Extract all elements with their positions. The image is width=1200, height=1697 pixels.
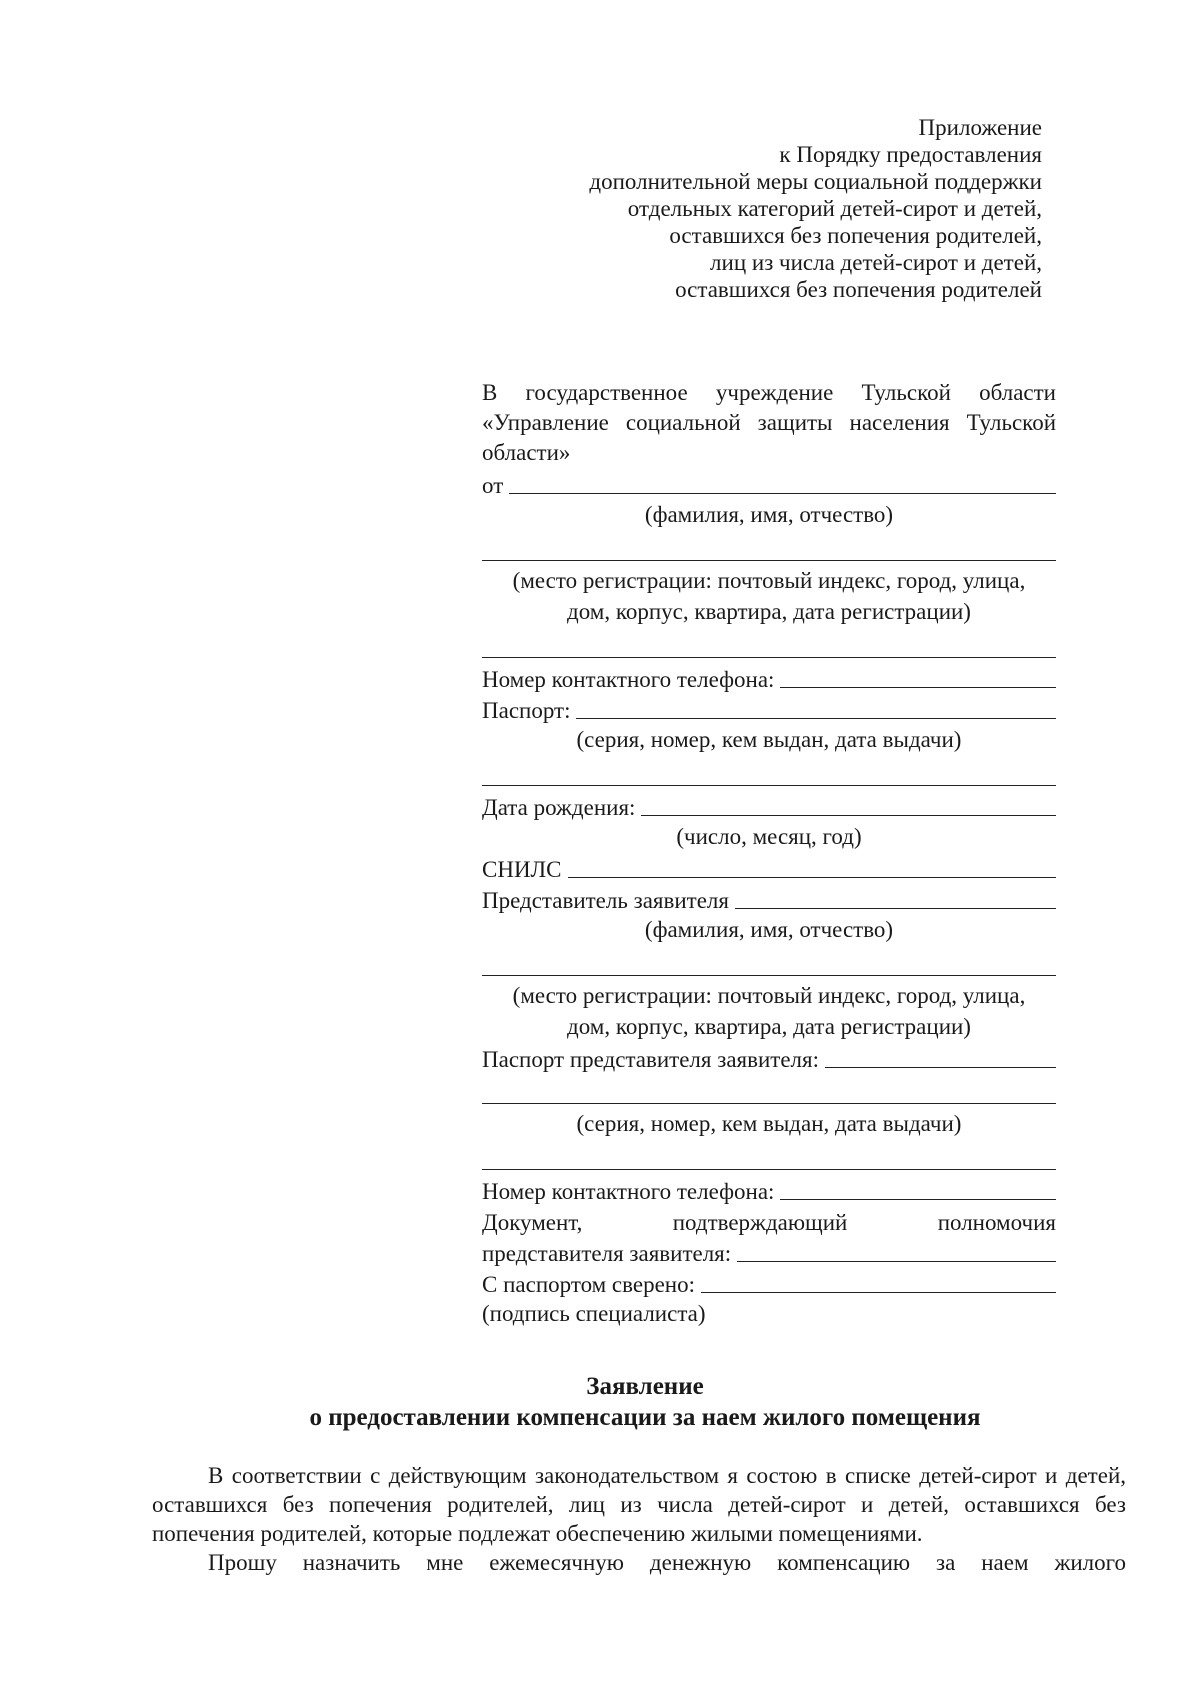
addressee-line: области» [482, 440, 571, 465]
body-paragraph-1: В соответствии с действующим законодательством я состою в списке детей-сирот и детей, оставшихся без попечения родителей, лиц из числа детей-сирот и детей, оставшихся без попечения родителей, которые подлежат обеспечению жилыми помещениями. [152, 1463, 1126, 1546]
representative-passport-row [482, 1042, 1056, 1073]
representative-row [482, 883, 1056, 914]
fio-hint: (фамилия, имя, отчество) [644, 502, 894, 527]
title-line-1: Заявление [586, 1373, 704, 1400]
title-line-2: о предоставлении компенсации за наем жилого помещения [309, 1404, 981, 1431]
authority-document-label: представителя заявителя: [482, 1241, 732, 1266]
representative-label: Представитель заявителя [482, 888, 729, 913]
verified-signature-field[interactable] [701, 1292, 1056, 1293]
passport-hint: (серия, номер, кем выдан, дата выдачи) [576, 727, 962, 752]
annex-line: оставшихся без попечения родителей [675, 277, 1042, 302]
snils-label: СНИЛС [482, 857, 562, 882]
body-paragraph-2: Прошу назначить мне ежемесячную денежную компенсацию за наем жилого [208, 1550, 1126, 1575]
birth-hint: (число, месяц, год) [676, 824, 862, 849]
application-body [152, 1461, 1126, 1577]
phone-field[interactable] [780, 687, 1056, 688]
birth-row [482, 790, 1056, 821]
addressee-line: «Управление социальной защиты населения Тульской [482, 410, 1056, 435]
snils-field[interactable] [568, 877, 1056, 878]
verified-row [482, 1267, 1056, 1298]
annex-line: лиц из числа детей-сирот и детей, [710, 250, 1042, 275]
annex-header [589, 114, 1042, 303]
representative-passport-hint: (серия, номер, кем выдан, дата выдачи) [576, 1111, 962, 1136]
representative-passport-field-3[interactable] [482, 1139, 1056, 1174]
applicant-header-block [482, 378, 1056, 1329]
authority-document-field[interactable] [737, 1261, 1056, 1262]
annex-line: к Порядку предоставления [779, 142, 1042, 167]
registration-field-2[interactable] [482, 627, 1056, 662]
representative-passport-field-2[interactable] [482, 1073, 1056, 1108]
representative-passport-label: Паспорт представителя заявителя: [482, 1047, 819, 1072]
representative-phone-row [482, 1174, 1056, 1205]
representative-phone-field[interactable] [780, 1199, 1056, 1200]
from-row [482, 468, 1056, 499]
authority-document-row-2 [482, 1236, 1056, 1267]
addressee-line: В государственное учреждение Тульской области [482, 380, 1056, 405]
signature-hint: (подпись специалиста) [482, 1301, 706, 1326]
representative-fio-field[interactable] [735, 908, 1056, 909]
authority-document-row [482, 1205, 1056, 1236]
addressee [482, 378, 1056, 468]
document-title [0, 1371, 1200, 1433]
annex-line: отдельных категорий детей-сирот и детей, [627, 196, 1042, 221]
passport-field[interactable] [576, 718, 1056, 719]
verified-label: С паспортом сверено: [482, 1272, 695, 1297]
passport-label: Паспорт: [482, 698, 571, 723]
registration-field[interactable] [482, 530, 1056, 565]
annex-line: оставшихся без попечения родителей, [669, 223, 1042, 248]
passport-row [482, 693, 1056, 724]
representative-registration-hint-1: (место регистрации: почтовый индекс, город, улица, [512, 983, 1026, 1008]
representative-registration-field[interactable] [482, 945, 1056, 980]
annex-line: Приложение [918, 115, 1042, 140]
snils-row [482, 852, 1056, 883]
passport-field-2[interactable] [482, 755, 1056, 790]
registration-hint-2: дом, корпус, квартира, дата регистрации) [567, 599, 971, 624]
phone-row [482, 662, 1056, 693]
authority-word-2: подтверждающий [672, 1210, 848, 1235]
annex-line: дополнительной меры социальной поддержки [589, 169, 1042, 194]
representative-passport-field[interactable] [825, 1067, 1056, 1068]
authority-word-3: полномочия [937, 1210, 1056, 1235]
authority-word-1: Документ, [482, 1210, 583, 1235]
representative-phone-label: Номер контактного телефона: [482, 1179, 775, 1204]
representative-fio-hint: (фамилия, имя, отчество) [644, 917, 894, 942]
representative-registration-hint-2: дом, корпус, квартира, дата регистрации) [567, 1014, 971, 1039]
phone-label: Номер контактного телефона: [482, 667, 775, 692]
from-label: от [482, 473, 504, 498]
registration-hint-1: (место регистрации: почтовый индекс, город, улица, [512, 568, 1026, 593]
birth-label: Дата рождения: [482, 795, 636, 820]
applicant-fio-field[interactable] [509, 493, 1056, 494]
birth-field[interactable] [641, 815, 1056, 816]
